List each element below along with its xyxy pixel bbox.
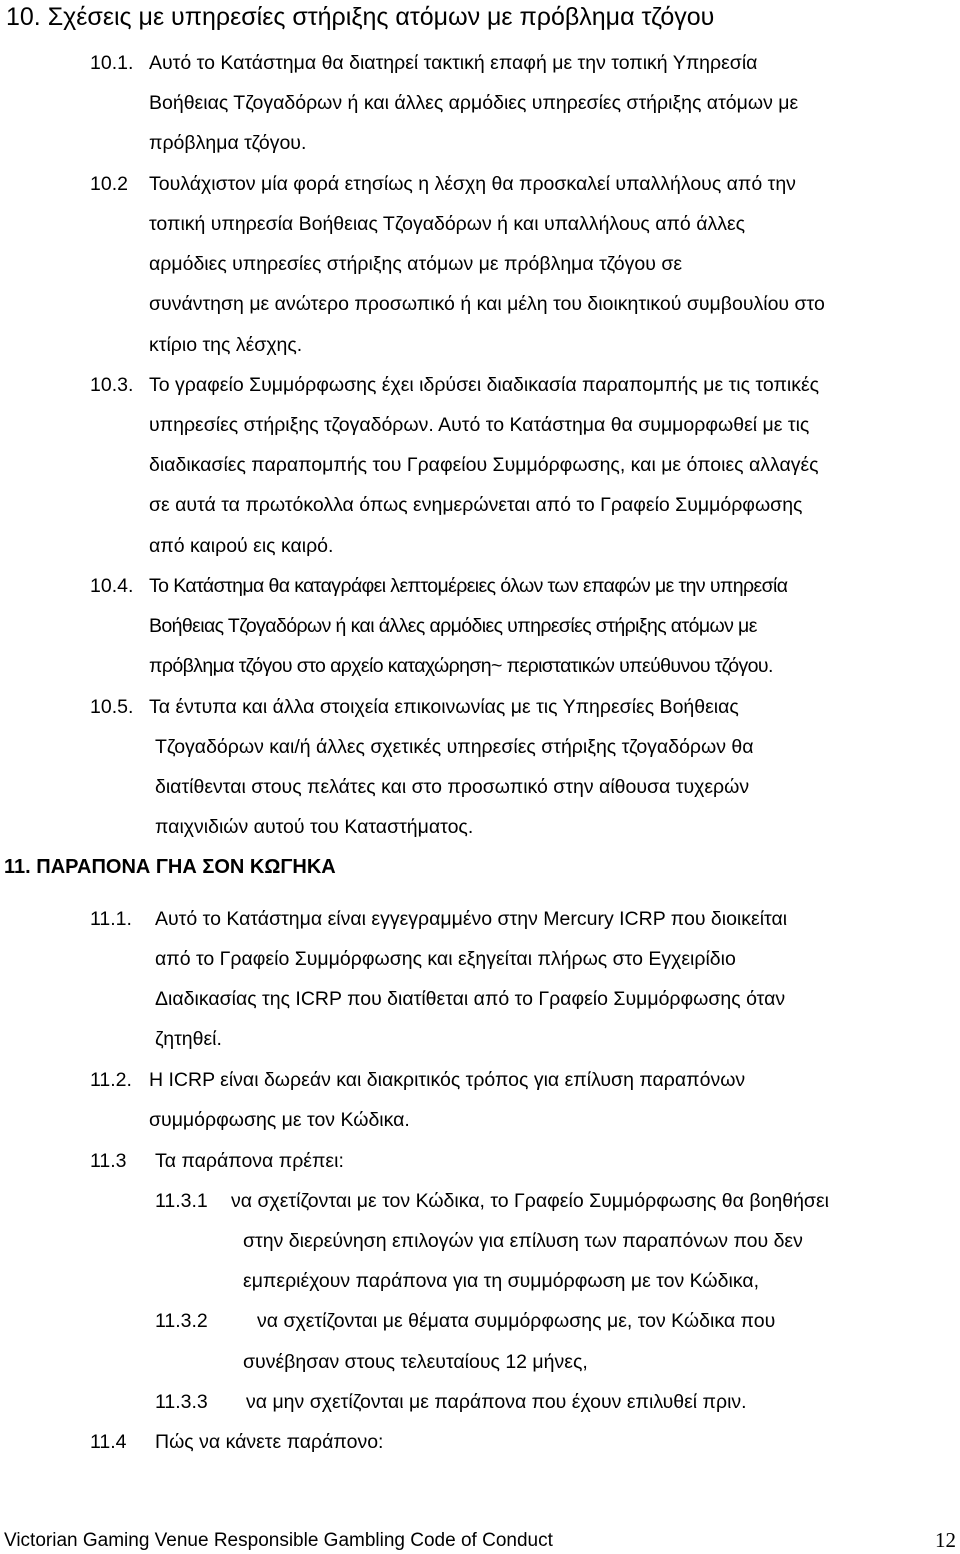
item-10-1-line-3: πρόβλημα τζόγου.	[149, 132, 307, 154]
item-10-2-number: 10.2	[90, 173, 128, 195]
page-number: 12	[935, 1528, 956, 1552]
item-10-5-line-2: Τζογαδόρων και/ή άλλες σχετικές υπηρεσίες στήριξης τζογαδόρων θα	[155, 736, 754, 758]
item-10-5-number: 10.5.	[90, 696, 134, 718]
item-10-4-line-1: Το Κατάστημα θα καταγράφει λεπτομέρειες όλων των επαφών με την υπηρεσία	[149, 575, 788, 597]
item-11-1-number: 11.1.	[90, 908, 132, 930]
item-11-3-3-number: 11.3.3	[155, 1391, 208, 1413]
item-11-2-line-1: Η ICRP είναι δωρεάν και διακριτικός τρόπος για επίλυση παραπόνων	[149, 1069, 746, 1091]
item-11-3-2-line-1: να σχετίζονται με θέματα συμμόρφωσης με, τον Κώδικα που	[257, 1310, 776, 1332]
section-10-heading: 10. Σχέσεις με υπηρεσίες στήριξης ατόμων με πρόβλημα τζόγου	[6, 3, 715, 31]
item-10-3-line-2: υπηρεσίες στήριξης τζογαδόρων. Αυτό το Κατάστημα θα συμμορφωθεί με τις	[149, 414, 810, 436]
item-10-3-line-4: σε αυτά τα πρωτόκολλα όπως ενημερώνεται από το Γραφείο Συμμόρφωσης	[149, 494, 803, 516]
item-10-4-number: 10.4.	[90, 575, 134, 597]
item-10-2-line-3: αρμόδιες υπηρεσίες στήριξης ατόμων με πρόβλημα τζόγου σε	[149, 253, 683, 275]
item-10-3-line-5: από καιρού εις καιρό.	[149, 535, 334, 557]
item-11-3-2-number: 11.3.2	[155, 1310, 208, 1332]
item-11-3-1-line-1: να σχετίζονται με τον Κώδικα, το Γραφείο Συμμόρφωσης θα βοηθήσει	[231, 1190, 829, 1212]
item-11-4-line-1: Πώς να κάνετε παράπονο:	[155, 1431, 384, 1453]
item-10-1-line-2: Βοήθειας Τζογαδόρων ή και άλλες αρμόδιες υπηρεσίες στήριξης ατόμων με	[149, 92, 799, 114]
item-10-2-line-5: κτίριο της λέσχης.	[149, 334, 303, 356]
item-11-3-2-line-2: συνέβησαν στους τελευταίους 12 μήνες,	[243, 1351, 588, 1373]
item-10-3-line-3: διαδικασίες παραπομπής του Γραφείου Συμμόρφωσης, και με όποιες αλλαγές	[149, 454, 819, 476]
item-11-1-line-2: από το Γραφείο Συμμόρφωσης και εξηγείται πλήρως στο Εγχειρίδιο	[155, 948, 736, 970]
footer-title: Victorian Gaming Venue Responsible Gambling Code of Conduct	[4, 1530, 553, 1551]
item-11-2-line-2: συμμόρφωσης με τον Κώδικα.	[149, 1109, 410, 1131]
item-11-3-3-line-1: να μην σχετίζονται με παράπονα που έχουν επιλυθεί πριν.	[246, 1391, 747, 1413]
item-10-5-line-3: διατίθενται στους πελάτες και στο προσωπικό στην αίθουσα τυχερών	[155, 776, 750, 798]
item-10-1-number: 10.1.	[90, 52, 134, 74]
item-10-2-line-4: συνάντηση με ανώτερο προσωπικό ή και μέλη του διοικητικού συμβουλίου στο	[149, 293, 825, 315]
item-10-2-line-2: τοπική υπηρεσία Βοήθειας Τζογαδόρων ή και υπαλλήλους από άλλες	[149, 213, 746, 235]
item-11-3-number: 11.3	[90, 1150, 127, 1172]
item-10-5-line-4: παιχνιδιών αυτού του Καταστήματος.	[155, 816, 474, 838]
item-10-3-line-1: Το γραφείο Συμμόρφωσης έχει ιδρύσει διαδικασία παραπομπής με τις τοπικές	[149, 374, 820, 396]
item-11-3-line-1: Τα παράπονα πρέπει:	[155, 1150, 344, 1172]
item-10-4-line-3: πρόβλημα τζόγου στο αρχείο καταχώρηση~ περιστατικών υπεύθυνου τζόγου.	[149, 655, 773, 677]
item-10-5-line-1: Τα έντυπα και άλλα στοιχεία επικοινωνίας με τις Υπηρεσίες Βοήθειας	[149, 696, 739, 718]
item-10-1-line-1: Αυτό το Κατάστημα θα διατηρεί τακτική επαφή με την τοπική Υπηρεσία	[149, 52, 758, 74]
item-10-3-number: 10.3.	[90, 374, 134, 396]
item-11-3-1-line-3: εμπεριέχουν παράπονα για τη συμμόρφωση με τον Κώδικα,	[243, 1270, 760, 1292]
item-11-4-number: 11.4	[90, 1431, 127, 1453]
section-11-heading: 11. ΠΑΡΑΠΟΝΑ ΓΗΑ ΣΟΝ ΚΩΓΗΚΑ	[4, 856, 336, 878]
item-11-2-number: 11.2.	[90, 1069, 132, 1091]
item-11-3-1-number: 11.3.1	[155, 1190, 208, 1212]
item-11-1-line-4: ζητηθεί.	[155, 1028, 222, 1050]
item-11-1-line-1: Αυτό το Κατάστημα είναι εγγεγραμμένο στην Mercury ICRP που διοικείται	[155, 908, 788, 930]
item-10-2-line-1: Τουλάχιστον μία φορά ετησίως η λέσχη θα προσκαλεί υπαλλήλους από την	[149, 173, 796, 195]
item-11-1-line-3: Διαδικασίας της ICRP που διατίθεται από το Γραφείο Συμμόρφωσης όταν	[155, 988, 786, 1010]
item-11-3-1-line-2: στην διερεύνηση επιλογών για επίλυση των παραπόνων που δεν	[243, 1230, 803, 1252]
item-10-4-line-2: Βοήθειας Τζογαδόρων ή και άλλες αρμόδιες υπηρεσίες στήριξης ατόμων με	[149, 615, 757, 637]
